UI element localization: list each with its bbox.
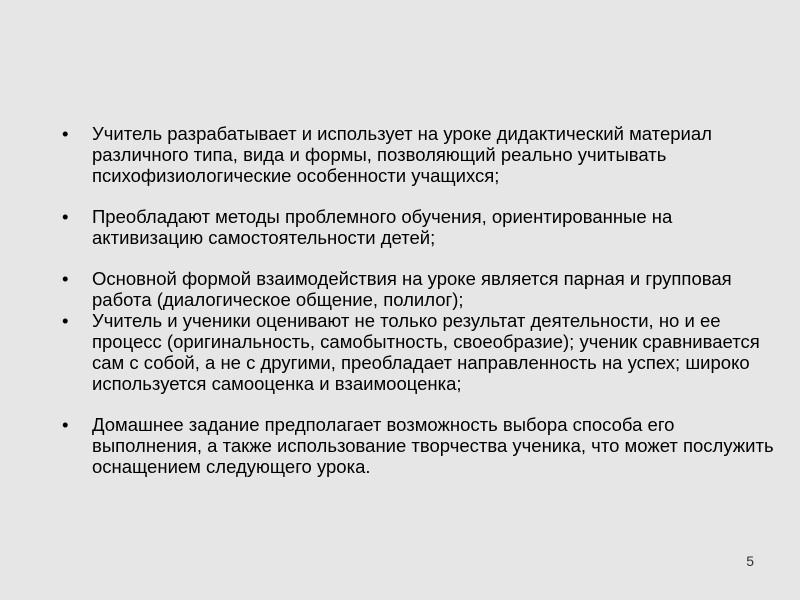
bullet-text: Учитель разрабатывает и использует на уроке дидактический материал различного типа, вида и формы, позволяющий реально учитывать психофизиологические особенности учащихся; bbox=[92, 123, 712, 186]
bullet-dot: • bbox=[62, 310, 69, 331]
bullet-dot: • bbox=[62, 123, 69, 144]
bullet-text: Преобладают методы проблемного обучения, ориентированные на активизацию самостоятельности детей; bbox=[92, 206, 673, 248]
bullet-text: Учитель и ученики оценивают не только результат деятельности, но и ее процесс (оригинальность, самобытность, своеобразие); ученик сравнивается сам с собой, а не с другими, преобладает направленность на успех; широко используется самооценка и взаимооценка; bbox=[92, 310, 760, 394]
bullet-dot: • bbox=[62, 206, 69, 227]
bullet-dot: • bbox=[62, 268, 69, 289]
bullet-dot: • bbox=[62, 414, 69, 435]
page-number: 5 bbox=[746, 553, 754, 569]
bullet-text: Домашнее задание предполагает возможность выбора способа его выполнения, а также использование творчества ученика, что может послужить оснащением следующего урока. bbox=[92, 414, 774, 477]
list-item bbox=[62, 310, 782, 394]
list-item bbox=[62, 206, 782, 248]
list-item bbox=[62, 123, 782, 186]
bullet-list bbox=[62, 123, 782, 477]
list-item bbox=[62, 268, 782, 310]
bullet-text: Основной формой взаимодействия на уроке является парная и групповая работа (диалогическое общение, полилог); bbox=[92, 268, 732, 310]
list-item bbox=[62, 414, 782, 477]
